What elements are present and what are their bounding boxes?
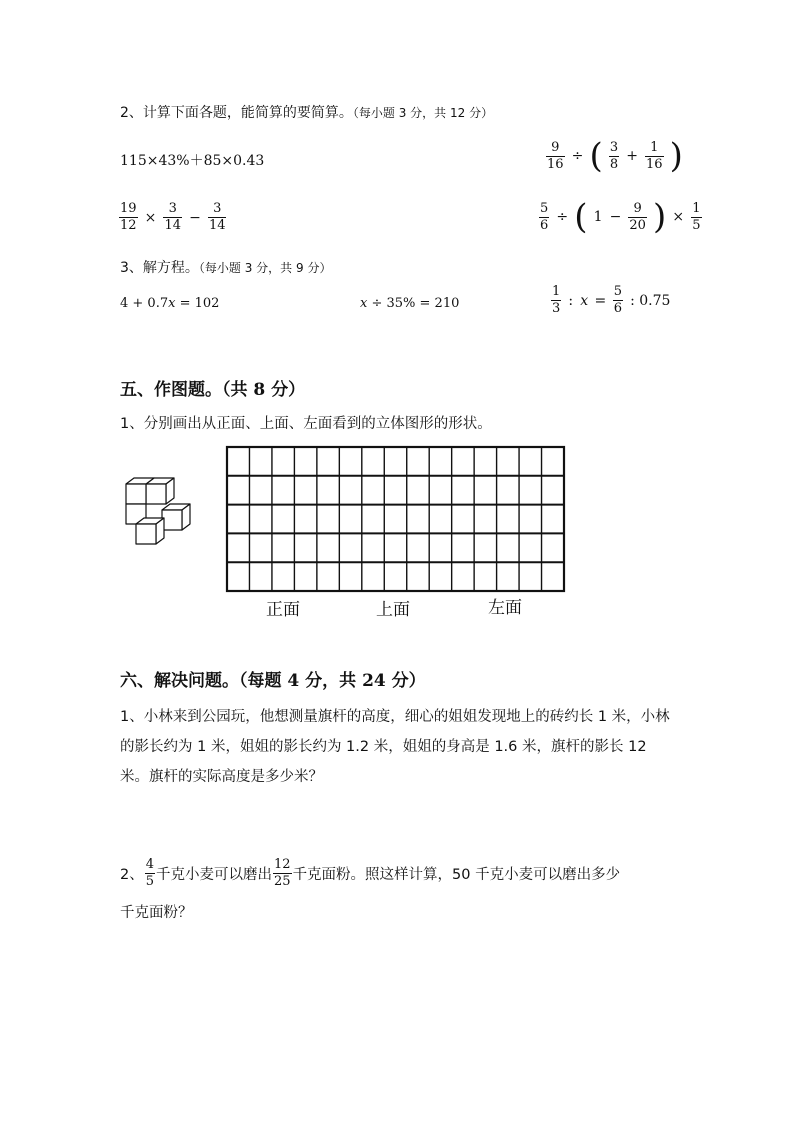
section6-title: 六、解决问题。（每题 4 分，共 24 分）: [120, 671, 426, 691]
label-front-view: 正面: [266, 600, 300, 620]
q2-heading-line: [120, 103, 493, 123]
fraction: $\frac{5}{6}$: [613, 284, 623, 316]
q2-expr1: 115×43%＋85×0.43: [120, 153, 265, 169]
section5-title: 五、作图题。（共 8 分）: [120, 380, 306, 400]
q2-expr3: $\frac{19}{12}$ × $\frac{3}{14}$ − $\frac{3}{14}$: [120, 201, 226, 233]
drawing-grid[interactable]: [225, 445, 566, 593]
q3-eq2: x ÷ 35% = 210: [360, 296, 460, 311]
fraction: $\frac{9}{16}$: [547, 139, 564, 172]
q3-score: （每小题 3 分，共 9 分）: [198, 261, 332, 275]
fraction: $\frac{9}{20}$: [629, 200, 646, 233]
grid-frame: [227, 447, 564, 591]
left-paren: (: [589, 136, 603, 176]
fraction: $\frac{1}{16}$: [646, 139, 663, 172]
fraction: $\frac{19}{12}$: [120, 201, 137, 233]
fraction: $\frac{3}{8}$: [609, 139, 619, 172]
label-left-view: 左面: [488, 598, 522, 618]
q2-score: （每小题 3 分，共 12 分）: [352, 106, 494, 120]
section6-q2-line2: 千克面粉？: [120, 905, 193, 921]
q2-expr4: $\frac{5}{6}$ ÷ ( 1 − $\frac{9}{20}$ ) × $\frac{1}{5}$: [540, 197, 701, 237]
fraction: $\frac{1}{5}$: [692, 200, 701, 233]
fraction: $\frac{3}{14}$: [164, 201, 182, 233]
q3-heading-line: [120, 258, 331, 278]
q2-expr2: $\frac{9}{16}$ ÷ ( $\frac{3}{8}$ + $\frac{1}{16}$ ): [547, 136, 683, 176]
fraction: $\frac{12}{25}$: [274, 857, 291, 889]
fraction: $\frac{5}{6}$: [540, 200, 549, 233]
right-paren: ): [669, 136, 683, 176]
cube-figure: [120, 476, 195, 552]
q3-eq3: $\frac{1}{3}$ : x = $\frac{5}{6}$ : 0.75: [552, 284, 671, 316]
label-top-view: 上面: [376, 600, 410, 620]
fraction: $\frac{4}{5}$: [145, 857, 155, 889]
right-paren: ): [653, 197, 667, 237]
section5-q1: 1、分别画出从正面、上面、左面看到的立体图形的形状。: [120, 416, 492, 432]
q3-heading: 3、解方程。: [120, 260, 199, 276]
q2-heading: 2、计算下面各题，能简算的要简算。: [120, 105, 353, 121]
left-paren: (: [574, 197, 588, 237]
section6-q2-line1: 2、 $\frac{4}{5}$ 千克小麦可以磨出 $\frac{12}{25}$ 千克面粉。照这样计算，50 千克小麦可以磨出多少: [120, 857, 621, 889]
section6-q1: 1、小林来到公园玩，他想测量旗杆的高度，细心的姐姐发现地上的砖约长 1 米，小林的影长约为 1 米，姐姐的影长约为 1.2 米，姐姐的身高是 1.6 米，旗杆的影长 12 米。旗杆的实际高度是多少米？: [120, 709, 670, 785]
q3-eq1: 4 + 0.7x = 102: [120, 296, 220, 311]
fraction: $\frac{1}{3}$: [552, 284, 561, 316]
fraction: $\frac{3}{14}$: [208, 201, 226, 233]
